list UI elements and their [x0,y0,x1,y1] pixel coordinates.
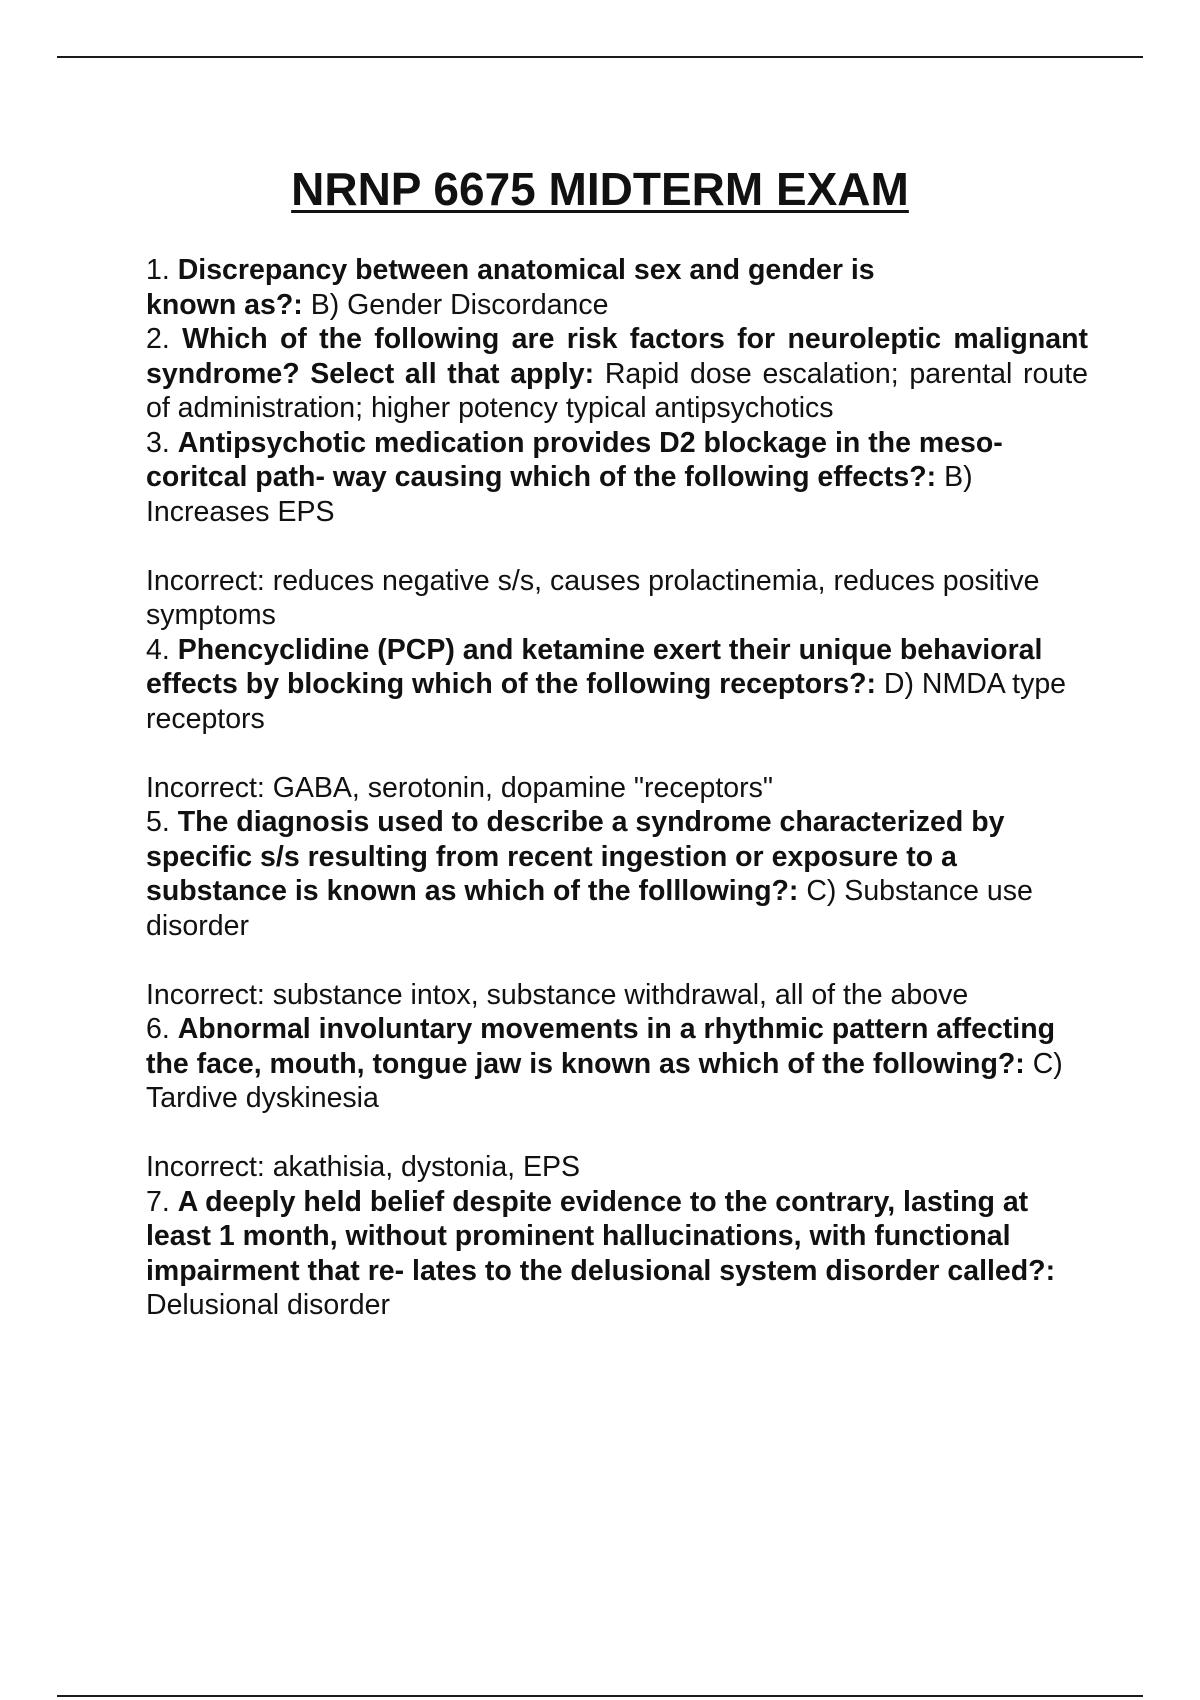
question-item-1 [146,253,966,322]
answer-text: B) Gender Discordance [310,288,609,321]
question-item-5 [146,805,1088,943]
incorrect-note: Incorrect: reduces negative s/s, causes prolactinemia, reduces positive symptoms [146,564,1040,631]
question-number: 1. [146,254,170,286]
answer-text: C) Substance use disorder [146,875,1033,942]
question-number: 2. [146,323,170,355]
question-item-7 [146,1185,1088,1323]
question-text: A deeply held belief despite evidence to the contrary, lasting at least 1 month, without prominent hallucinations, with functional impairment that re- lates to the delusional system disorder called?: [146,1185,1056,1287]
question-text: Antipsychotic medication provides D2 blockage in the meso-coritcal path- way causing which of the following effects?: [146,426,1003,493]
question-number: 5. [146,806,170,838]
question-list [146,253,1088,1323]
incorrect-note: Incorrect: substance intox, substance withdrawal, all of the above [146,978,969,1011]
question-item-2 [146,322,1088,426]
incorrect-note: Incorrect: akathisia, dystonia, EPS [146,1151,581,1183]
answer-text: B) Increases EPS [146,461,973,528]
answer-text: Delusional disorder [146,1289,390,1321]
question-text: The diagnosis used to describe a syndrome characterized by specific s/s resulting from recent ingestion or exposure to a substance is known as which of the folllowing?: [146,806,1005,907]
question-text: Discrepancy between anatomical sex and gender is known as?: [146,254,875,321]
question-item-3 [146,426,1088,530]
answer-text: Rapid dose escalation; parental route of administration; higher potency typical antipsychotics [146,357,1088,424]
question-text: Which of the following are risk factors for neuroleptic malignant syndrome? Select all that apply: [146,323,1088,390]
bottom-rule [57,1695,1143,1697]
question-number: 6. [146,1013,170,1045]
question-number: 3. [146,426,170,459]
question-text: Abnormal involuntary movements in a rhythmic pattern affecting the face, mouth, tongue jaw is known as which of the following?: [146,1013,1056,1080]
top-rule [57,56,1143,58]
answer-text: C) Tardive dyskinesia [146,1047,1063,1114]
question-item-4 [146,633,1088,737]
question-number: 7. [146,1185,170,1218]
page-title: NRNP 6675 MIDTERM EXAM [291,163,909,215]
question-number: 4. [146,633,170,666]
incorrect-note: Incorrect: GABA, serotonin, dopamine "receptors" [146,771,773,804]
answer-text: D) NMDA type receptors [146,668,1067,735]
question-item-6 [146,1012,1088,1116]
question-text: Phencyclidine (PCP) and ketamine exert their unique behavioral effects by blocking which of the following receptors?: [146,633,1043,700]
